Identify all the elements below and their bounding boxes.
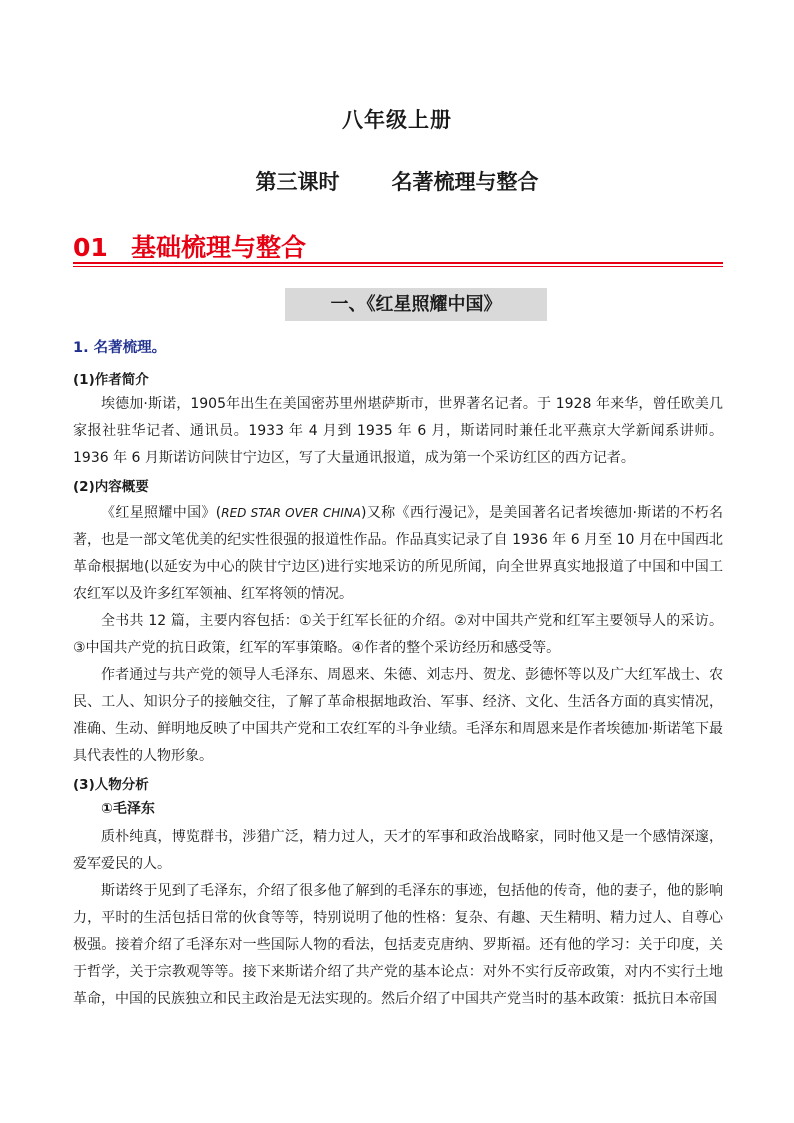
book-banner: 一、《红星照耀中国》 [285,288,547,321]
lesson-number: 第三课时 [255,170,340,194]
summary-paragraph-3: 作者通过与共产党的领导人毛泽东、周恩来、朱德、刘志丹、贺龙、彭德怀等以及广大红军战士、农民、工人、知识分子的接触交往，了解了革命根据地政治、军事、经济、文化、生活各方面的真实情况，准确、生动、鲜明地反映了中国共产党和工农红军的斗争业绩。毛泽东和周恩来是作者埃德加·斯诺笔下最具代表性的人物形象。 [73,667,723,764]
section-number: 01 [73,233,108,262]
subheading-book-review: 1. 名著梳理。 [73,340,167,356]
summary-label: (2)内容概要 [73,479,149,495]
author-intro-label: (1)作者简介 [73,372,149,388]
summary-text-b: )又称《西行漫记》，是美国著名记者埃德加·斯诺的不朽名著，也是一部文笔优美的纪实性很强的报道性作品。作品真实记录了自 1936 年 6 月至 10 月在中国西北革命根据地(以延安为中心的陕甘宁边区)进行实地采访的所见所闻，向全世界真实地报道了中国和中国工农红军以及许多红军领袖、红军将领的情况。 [73,505,723,602]
section-title: 基础梳理与整合 [131,233,307,262]
lesson-title [0,166,794,196]
character-paragraph-1: 质朴纯真，博览群书，涉猎广泛，精力过人，天才的军事和政治战略家，同时他又是一个感情深邃，爱军爱民的人。 [73,829,723,872]
character-analysis-label: (3)人物分析 [73,777,149,793]
author-intro-paragraph: 埃德加·斯诺，1905年出生在美国密苏里州堪萨斯市，世界著名记者。于 1928 年来华，曾任欧美几家报社驻华记者、通讯员。1933 年 4 月到 1935 年 6 月，斯诺同时兼任北平燕京大学新闻系讲师。1936 年 6 月斯诺访问陕甘宁边区，写了大量通讯报道，成为第一个采访红区的西方记者。 [73,396,723,466]
lesson-topic: 名著梳理与整合 [391,170,539,194]
summary-paragraph-1 [73,500,723,608]
section-divider [73,262,723,264]
grade-title: 八年级上册 [342,108,452,132]
character-name: ①毛泽东 [101,801,155,817]
summary-text-a: 《红星照耀中国》( [101,505,222,521]
english-title: RED STAR OVER CHINA [221,506,362,520]
section-divider-thin [73,266,723,267]
summary-paragraph-2: 全书共 12 篇，主要内容包括：①关于红军长征的介绍。②对中国共产党和红军主要领导人的采访。③中国共产党的抗日政策，红军的军事策略。④作者的整个采访经历和感受等。 [73,613,723,656]
section-heading [73,228,723,266]
character-paragraph-2: 斯诺终于见到了毛泽东，介绍了很多他了解到的毛泽东的事迹，包括他的传奇，他的妻子，他的影响力，平时的生活包括日常的伙食等等，特别说明了他的性格：复杂、有趣、天生精明、精力过人、自尊心极强。接着介绍了毛泽东对一些国际人物的看法，包括麦克唐纳、罗斯福。还有他的学习：关于印度，关于哲学，关于宗教观等等。接下来斯诺介绍了共产党的基本论点：对外不实行反帝政策，对内不实行土地革命，中国的民族独立和民主政治是无法实现的。然后介绍了中国共产党当时的基本政策：抵抗日本帝国 [73,883,723,1007]
